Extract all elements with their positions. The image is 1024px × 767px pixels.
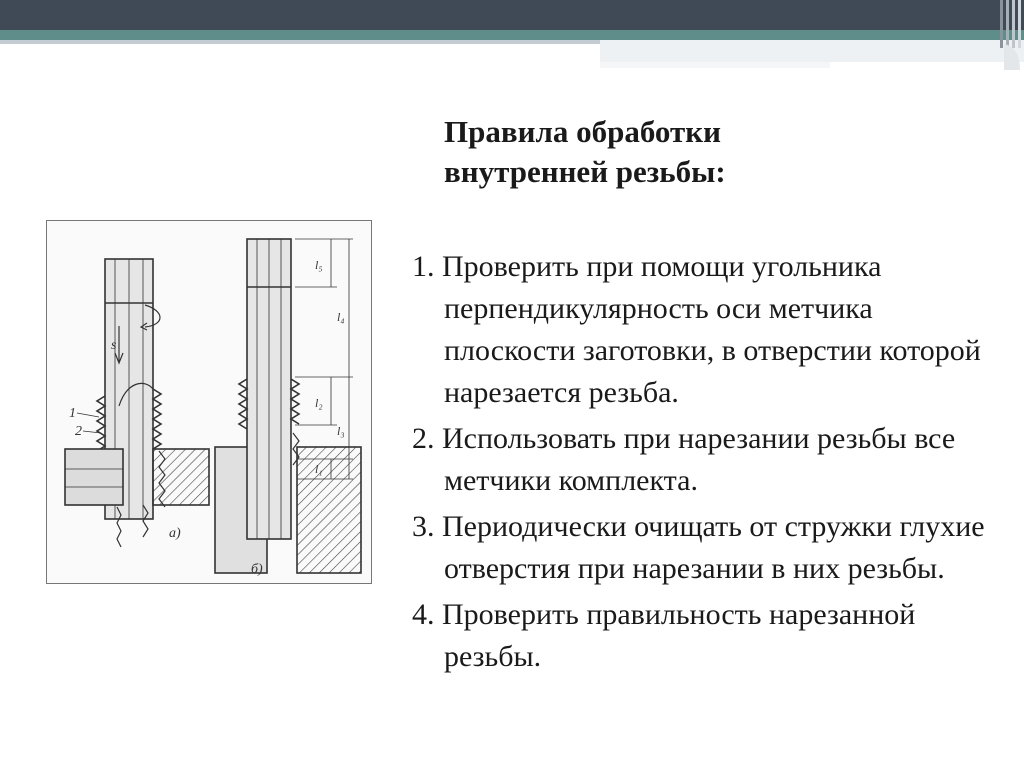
figure-label-s: s [111, 338, 117, 353]
figure-label-l4: l₄ [337, 310, 345, 324]
slide-title-line2: внутренней резьбы: [444, 154, 726, 189]
slide-top-bar [0, 0, 1024, 30]
rule-number: 1. [412, 250, 435, 283]
rule-text: Использовать при нарезании резьбы все метчики комплекта. [442, 422, 956, 497]
figure-b-caption: б) [251, 562, 263, 577]
rule-text: Периодически очищать от стружки глухие отверстия при нарезании в них резьбы. [442, 510, 985, 585]
slide-accent-shadow-tail [600, 62, 830, 68]
tapping-drawing [47, 221, 371, 583]
rule-item-3 [412, 506, 992, 590]
rule-item-4 [412, 594, 992, 678]
rule-item-1 [412, 246, 992, 414]
tapping-illustration [46, 220, 372, 584]
figure-label-l3: l₃ [337, 424, 345, 438]
figure-label-l1: l₁ [315, 462, 323, 476]
page-curl-decoration [1000, 0, 1024, 70]
slide-accent-shadow [0, 40, 620, 44]
figure-label-l2: l₂ [315, 396, 323, 410]
figure-a-caption: а) [169, 526, 181, 541]
rule-item-2 [412, 418, 992, 502]
slide-accent-shadow-right [600, 40, 1024, 62]
figure-label-l5: l₅ [315, 258, 323, 272]
rule-number: 4. [412, 598, 435, 631]
figure-label-2: 2 [75, 424, 82, 439]
rule-number: 3. [412, 510, 435, 543]
rules-list [412, 246, 992, 682]
slide-accent-bar [0, 30, 1024, 40]
slide-title [444, 112, 964, 192]
figure-label-1: 1 [69, 406, 76, 421]
rule-number: 2. [412, 422, 435, 455]
rule-text: Проверить при помощи угольника перпендикулярность оси метчика плоскости заготовки, в отверстии которой нарезается резьба. [442, 250, 981, 409]
rule-text: Проверить правильность нарезанной резьбы. [442, 598, 916, 673]
slide-title-line1: Правила обработки [444, 114, 721, 149]
figure-b-tap [215, 239, 361, 573]
figure-a-tap [65, 259, 209, 547]
